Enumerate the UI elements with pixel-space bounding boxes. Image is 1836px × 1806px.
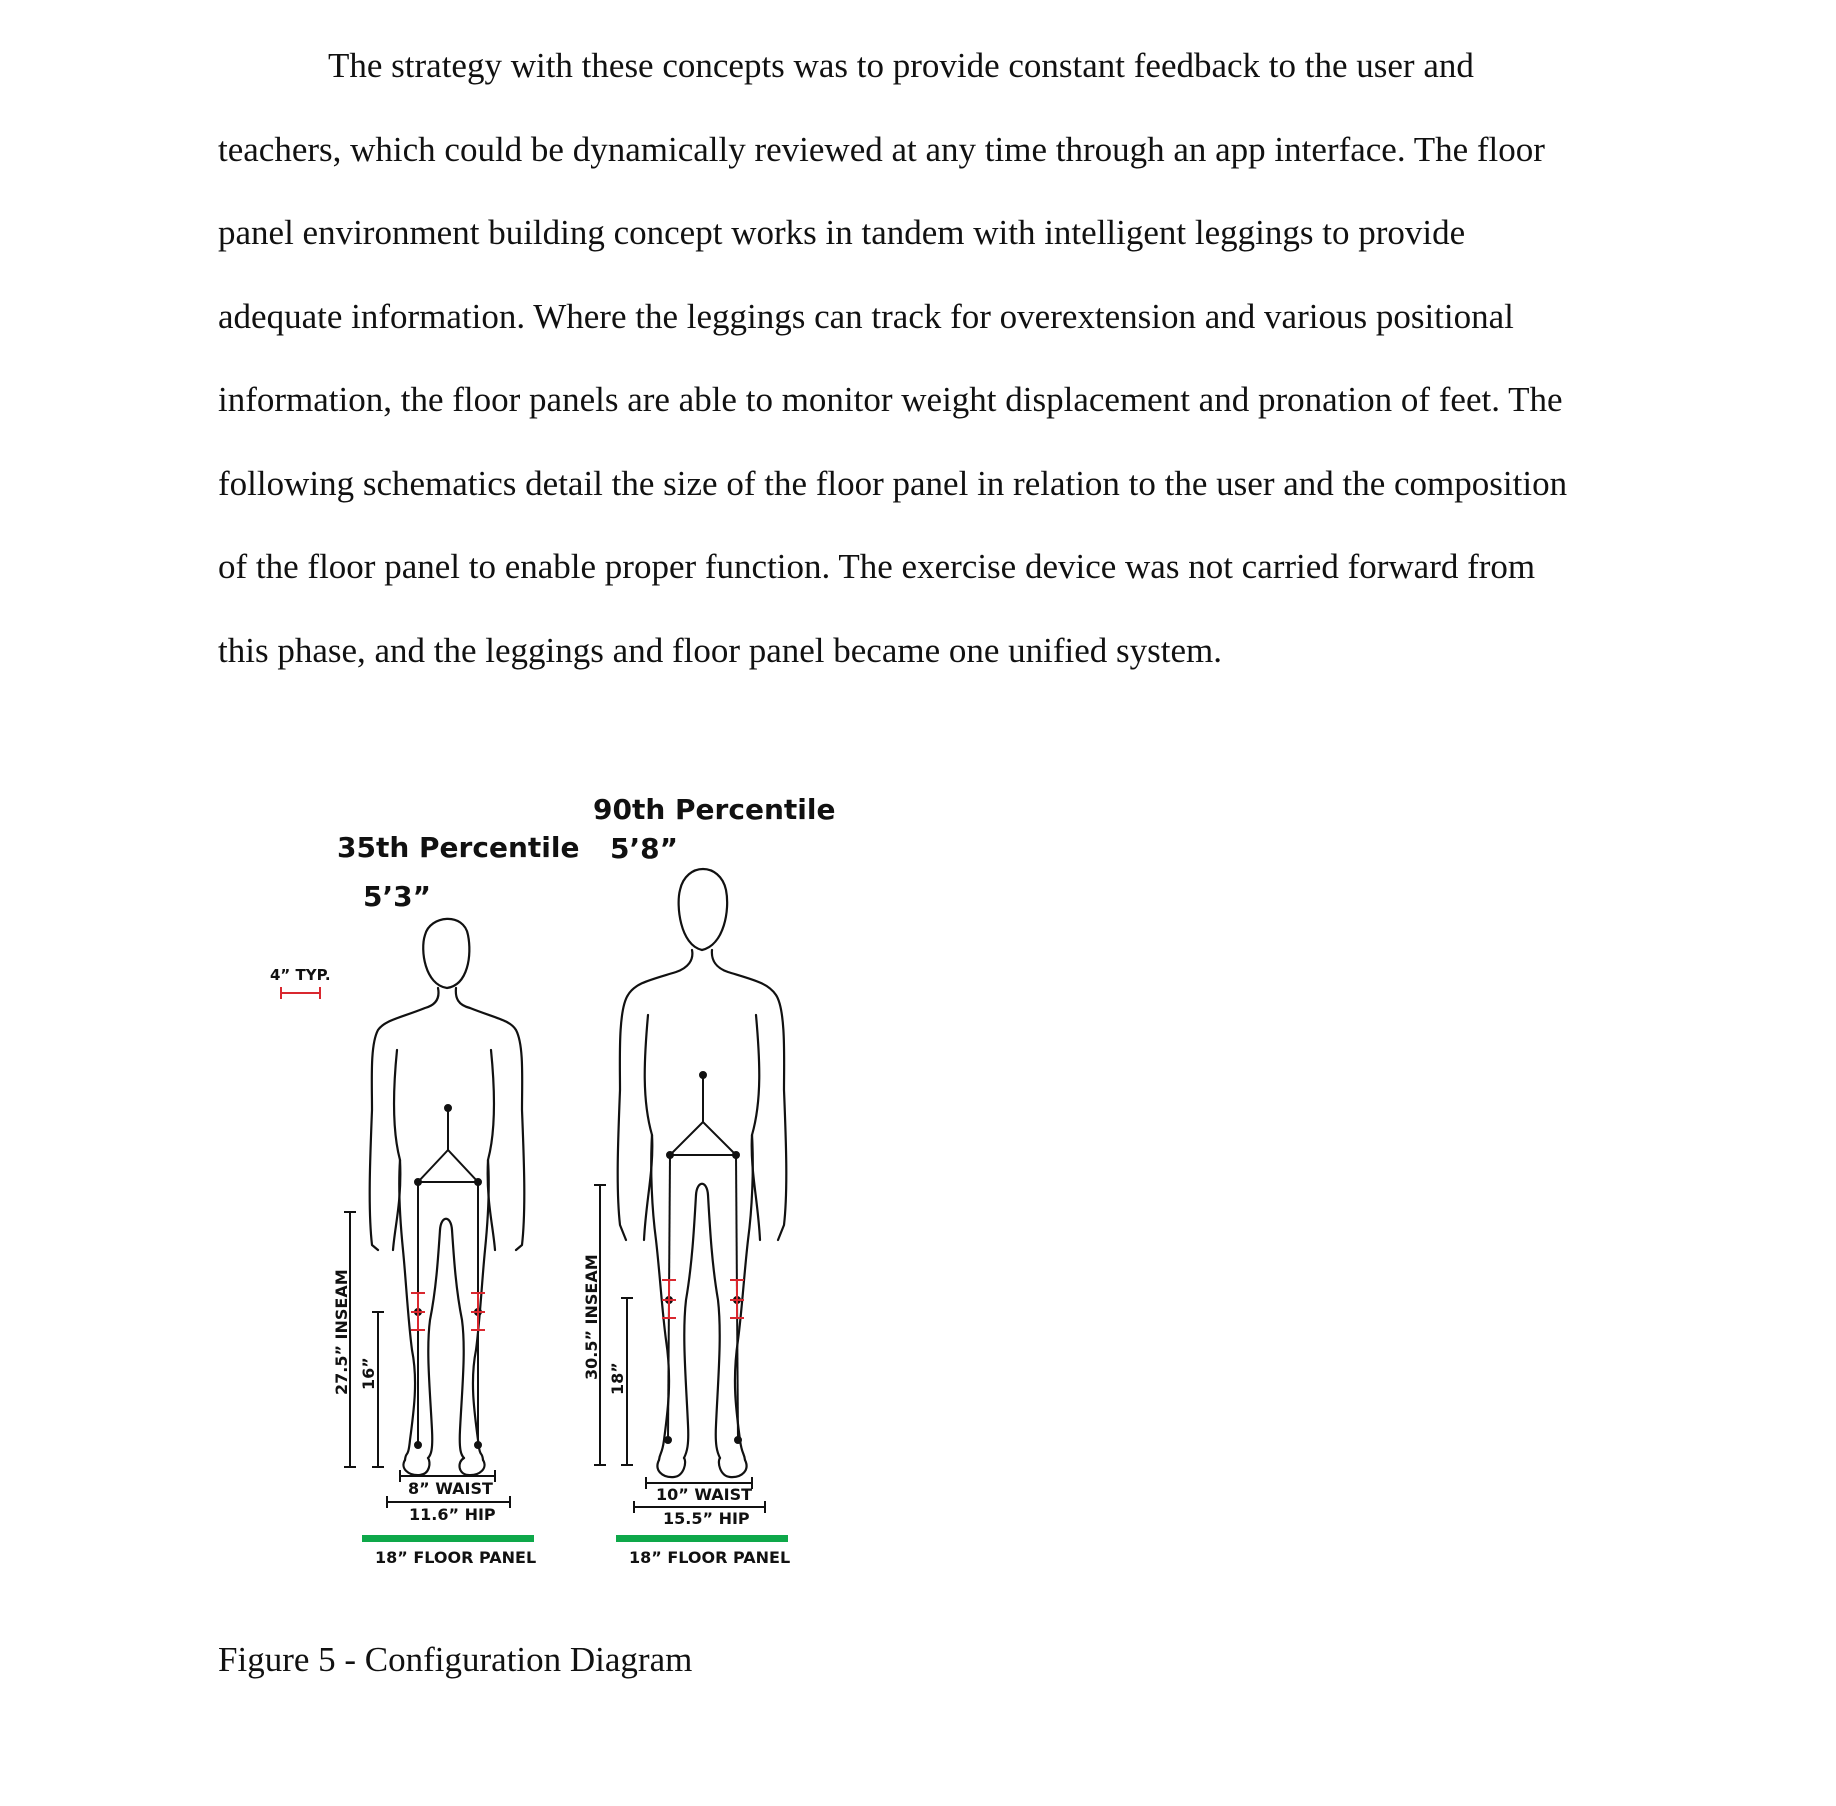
figure2-hip-label: 15.5” HIP — [663, 1509, 750, 1528]
paragraph-line: The strategy with these concepts was to provide constant feedback to the user and — [328, 46, 1474, 85]
figure1-floor-panel-bar — [362, 1535, 534, 1542]
figure1-height: 5’3” — [363, 880, 432, 913]
paragraph-line: teachers, which could be dynamically reviewed at any time through an app interface. The floor — [218, 129, 1545, 169]
figure1-knee-label: 16” — [359, 1357, 378, 1390]
figure1-hip-label: 11.6” HIP — [409, 1505, 496, 1524]
figure1-floor-panel-label: 18” FLOOR PANEL — [375, 1548, 537, 1567]
figure1-waist-label: 8” WAIST — [408, 1479, 493, 1498]
figure1-inseam-label: 27.5” INSEAM — [332, 1269, 351, 1395]
figure2-floor-panel-bar — [616, 1535, 788, 1542]
figure1-knee-sensors — [411, 1293, 485, 1330]
figure2-body-outline — [618, 869, 787, 1477]
figure2-inseam-dimension — [594, 1185, 633, 1465]
figure1-percentile: 35th Percentile — [337, 831, 580, 864]
body-paragraph — [218, 24, 1678, 692]
figure2-inseam-label: 30.5” INSEAM — [582, 1254, 601, 1380]
figure2-waist-label: 10” WAIST — [656, 1485, 753, 1504]
paragraph-line: adequate information. Where the leggings can track for overextension and various positional — [218, 296, 1514, 336]
figure1-inseam-dimension — [344, 1212, 384, 1467]
figure1-body-outline — [370, 919, 525, 1475]
figure2-height: 5’8” — [610, 832, 679, 865]
figure-caption: Figure 5 - Configuration Diagram — [218, 1640, 693, 1679]
figure2-knee-label: 18” — [608, 1362, 627, 1395]
figure2-sensor-harness — [665, 1072, 741, 1443]
scale-label: 4” TYP. — [270, 966, 331, 984]
figure2-knee-sensors — [662, 1280, 744, 1318]
figure2-waist-hip-dimensions — [634, 1477, 765, 1513]
paragraph-line: panel environment building concept works in tandem with intelligent leggings to provide — [218, 213, 1466, 252]
paragraph-line: this phase, and the leggings and floor panel became one unified system. — [218, 630, 1223, 670]
figure2-percentile: 90th Percentile — [593, 793, 836, 826]
figure1-waist-hip-dimensions — [387, 1470, 510, 1508]
paragraph-line: following schematics detail the size of the floor panel in relation to the user and the composition — [218, 463, 1568, 503]
paragraph-line: of the floor panel to enable proper function. The exercise device was not carried forward from — [218, 547, 1536, 586]
scale-bar — [281, 987, 320, 999]
figure2-floor-panel-label: 18” FLOOR PANEL — [629, 1548, 791, 1567]
figure1-sensor-harness — [415, 1105, 481, 1448]
paragraph-line: information, the floor panels are able to monitor weight displacement and pronation of feet. The — [218, 380, 1563, 419]
